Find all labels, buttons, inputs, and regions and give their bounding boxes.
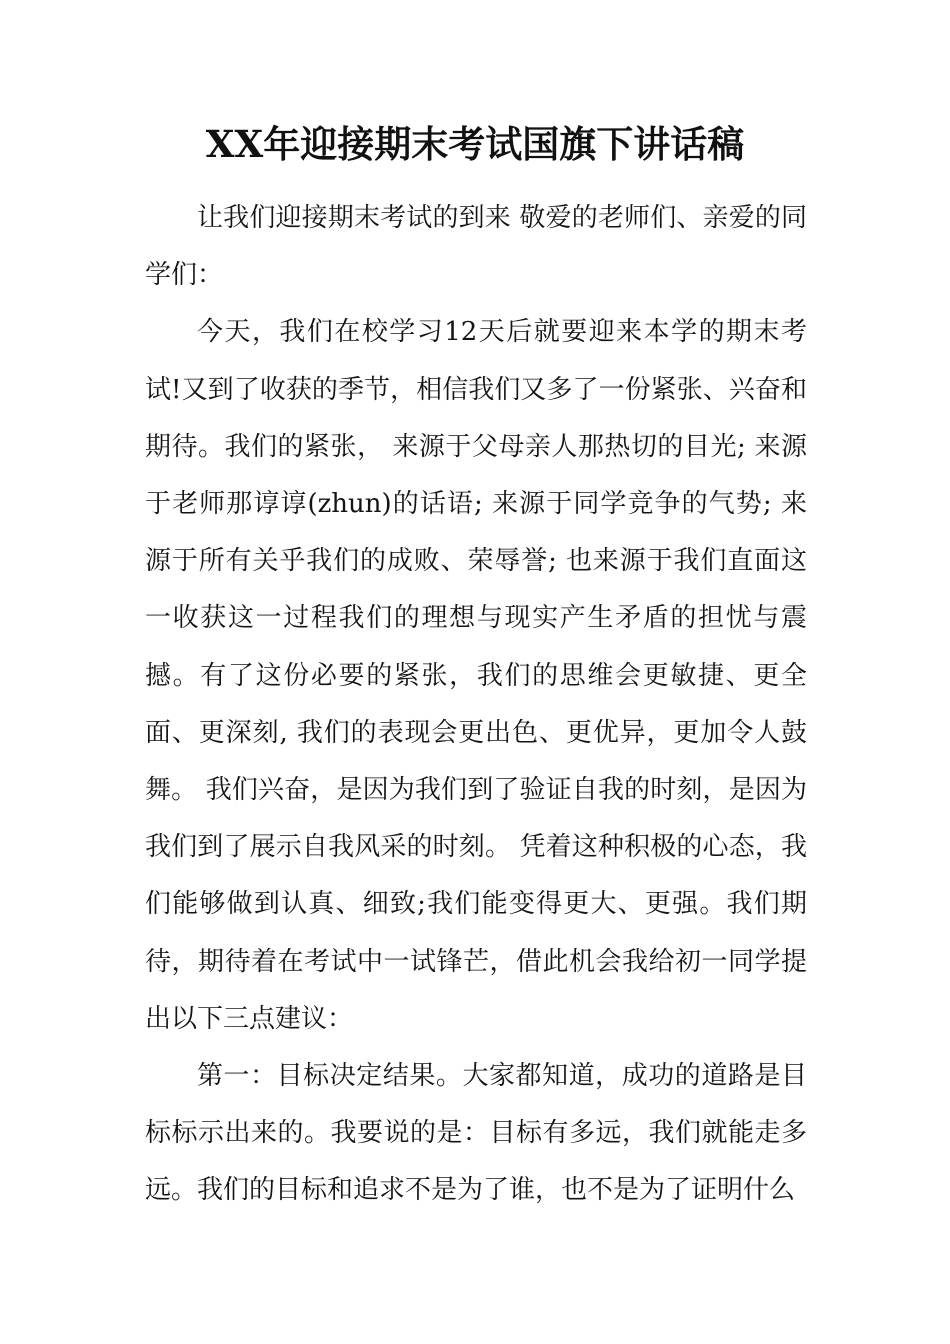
paragraph-main: 今天，我们在校学习12天后就要迎来本学的期末考试!又到了收获的季节，相信我们又多了一份紧张、兴奋和期待。我们的紧张， 来源于父母亲人那热切的目光; 来源于老师那谆谆(zhun)的话语; 来源于同学竞争的气势; 来源于所有关乎我们的成败、荣辱誉; 也来源于我们直面这一收获这一过程我们的理想与现实产生矛盾的担忧与震撼。有了这份必要的紧张，我们的思维会更敏捷、更全面、更深刻, 我们的表现会更出色、更优异，更加令人鼓舞。 我们兴奋，是因为我们到了验证自我的时刻，是因为我们到了展示自我风采的时刻。 凭着这种积极的心态，我们能够做到认真、细致;我们能变得更大、更强。我们期待，期待着在考试中一试锋芒，借此机会我给初一同学提出以下三点建议：	[145, 317, 807, 1034]
document-body	[145, 190, 807, 1220]
paragraph-first-point: 第一：目标决定结果。大家都知道，成功的道路是目标标示出来的。我要说的是：目标有多远，我们就能走多远。我们的目标和追求不是为了谁，也不是为了证明什么	[145, 1061, 807, 1206]
document-title: XX年迎接期末考试国旗下讲话稿	[205, 122, 745, 166]
paragraph-greeting: 让我们迎接期末考试的到来 敬爱的老师们、亲爱的同学们：	[145, 203, 807, 291]
